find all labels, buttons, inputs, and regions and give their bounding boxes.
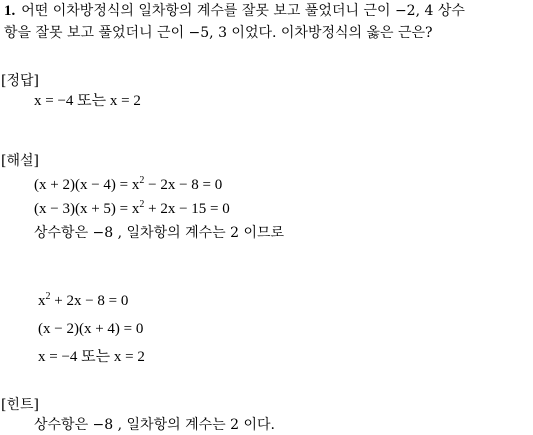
eq1-lhs: (x + 2)(x − 4) = x — [34, 177, 140, 193]
solution-note: 상수항은 −8 , 일차항의 계수는 2 이므로 — [34, 225, 285, 241]
eq3-rhs: + 2x − 8 = 0 — [50, 293, 129, 309]
eq3-lhs: x — [38, 293, 46, 309]
answer-text: x = −4 또는 x = 2 — [34, 93, 141, 109]
problem-text-2: 항을 잘못 보고 풀었더니 근이 −5, 3 이었다. 이차방정식의 옳은 근은? — [4, 25, 433, 41]
eq2-lhs: (x − 3)(x + 5) = x — [34, 201, 140, 217]
solution-heading: [해설] — [1, 153, 39, 169]
eq1-exponent: 2 — [139, 175, 145, 186]
hint-text: 상수항은 −8 , 일차항의 계수는 2 이다. — [34, 417, 275, 433]
problem-number: 1. — [4, 3, 16, 19]
answer-heading: [정답] — [1, 73, 39, 89]
solution-equation-1 — [34, 176, 222, 194]
eq3-exponent: 2 — [45, 291, 51, 302]
solution-equation-5: x = −4 또는 x = 2 — [38, 349, 145, 365]
eq1-rhs: − 2x − 8 = 0 — [144, 177, 223, 193]
eq2-rhs: + 2x − 15 = 0 — [144, 201, 230, 217]
problem-text-1: 어떤 이차방정식의 일차항의 계수를 잘못 보고 풀었더니 근이 −2, 4 상수 — [21, 3, 465, 19]
solution-equation-2 — [34, 200, 230, 218]
solution-equation-4: (x − 2)(x + 4) = 0 — [38, 321, 144, 337]
problem-line-1 — [4, 2, 465, 20]
hint-heading: [힌트] — [1, 397, 39, 413]
solution-equation-3 — [38, 292, 128, 310]
problem-line-2 — [4, 24, 433, 42]
eq2-exponent: 2 — [139, 199, 145, 210]
